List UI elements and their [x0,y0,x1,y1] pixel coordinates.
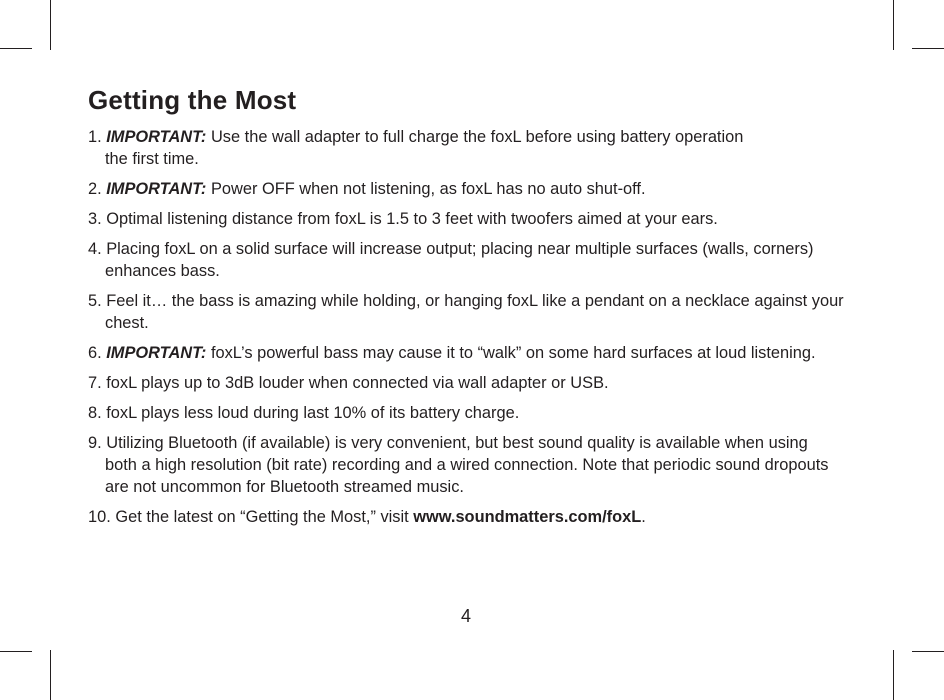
item-text: Power OFF when not listening, as foxL has no auto shut-off. [206,180,646,198]
list-item [88,402,868,424]
list-item [88,432,840,498]
item-number: 2. [88,180,102,198]
item-number: 9. [88,434,102,452]
item-text: Feel it… the bass is amazing while holding, or hanging foxL like a pendant on a necklace against your chest. [101,292,844,332]
important-label: IMPORTANT: [106,344,207,362]
item-text-continued: the first time. [105,150,199,168]
item-number: 8. [88,404,102,422]
item-text-end: . [641,508,646,526]
item-text: Utilizing Bluetooth (if available) is very convenient, but best sound quality is available when using both a high resolution (bit rate) recording and a wired connection. Note that periodic sound dropouts are not uncommon for Bluetooth streamed music. [101,434,829,496]
crop-mark-top-left-vertical [50,0,51,50]
list-item [88,290,868,334]
crop-mark-top-right-vertical [893,0,894,50]
page-title: Getting the Most [88,85,297,115]
list-item [88,126,868,170]
important-label: IMPORTANT: [106,128,207,146]
item-text: Use the wall adapter to full charge the foxL before using battery operation [206,128,744,146]
crop-mark-top-left-horizontal [0,48,32,49]
item-number: 1. [88,128,102,146]
crop-mark-bottom-right-horizontal [912,651,944,652]
item-text: foxL plays up to 3dB louder when connected via wall adapter or USB. [101,374,609,392]
website-link[interactable]: www.soundmatters.com/foxL [413,508,642,526]
item-text: Get the latest on “Getting the Most,” visit [110,508,414,526]
page-number: 4 [461,606,472,626]
item-number: 7. [88,374,102,392]
crop-mark-bottom-left-horizontal [0,651,32,652]
item-number: 5. [88,292,102,310]
list-item [88,506,868,528]
item-text: foxL’s powerful bass may cause it to “walk” on some hard surfaces at loud listening. [206,344,816,362]
crop-mark-bottom-left-vertical [50,650,51,700]
item-number: 3. [88,210,102,228]
crop-mark-bottom-right-vertical [893,650,894,700]
list-item [88,372,868,394]
list-item [88,238,825,282]
item-text: Placing foxL on a solid surface will increase output; placing near multiple surfaces (walls, corners) enhances bass. [101,240,814,280]
list-item [88,342,868,364]
important-label: IMPORTANT: [106,180,207,198]
list-item [88,178,868,200]
tips-list [88,126,868,536]
item-number: 10. [88,508,111,526]
item-number: 4. [88,240,102,258]
list-item [88,208,868,230]
item-text: foxL plays less loud during last 10% of its battery charge. [101,404,520,422]
crop-mark-top-right-horizontal [912,48,944,49]
item-text: Optimal listening distance from foxL is 1.5 to 3 feet with twoofers aimed at your ears. [101,210,718,228]
item-number: 6. [88,344,102,362]
